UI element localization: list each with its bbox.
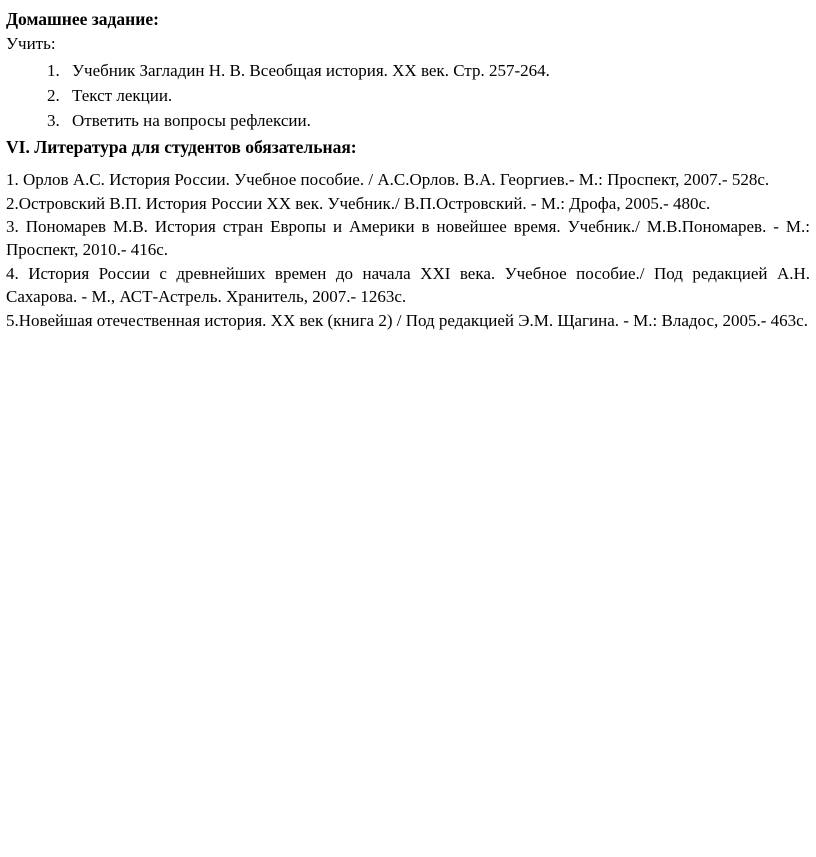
homework-intro: Учить: — [6, 34, 56, 54]
list-item: 1. Учебник Загладин Н. В. Всеобщая история. XX век. Стр. 257-264. — [64, 60, 810, 82]
list-item: 2. Текст лекции. — [64, 85, 810, 107]
reference-entry: 2.Островский В.П. История России XX век. Учебник./ В.П.Островский. - М.: Дрофа, 2005.- 480с. — [6, 193, 711, 213]
reference-entry: 5.Новейшая отечественная история. XX век (книга 2) / Под редакцией Э.М. Щагина. - М.: Владос, 2005.- 463с. — [6, 310, 808, 330]
homework-title: Домашнее задание: — [6, 9, 159, 29]
list-item: 3. Ответить на вопросы рефлексии. — [64, 110, 810, 132]
reference-entry: 4. История России с древнейших времен до начала XXI века. Учебное пособие./ Под редакцией А.Н. Сахарова. - М., АСТ-Астрель. Хранитель, 2007.- 1263с. — [6, 263, 810, 306]
reference-entry: 1. Орлов А.С. История России. Учебное пособие. / А.С.Орлов. В.А. Георгиев.- М.: Проспект, 2007.- 528с. — [6, 169, 770, 189]
literature-section-title: VI. Литература для студентов обязательная: — [6, 136, 357, 157]
homework-list — [6, 60, 810, 132]
reference-entry: 3. Пономарев М.В. История стран Европы и Америки в новейшее время. Учебник./ М.В.Пономарев. - М.: Проспект, 2010.- 416с. — [6, 217, 810, 260]
